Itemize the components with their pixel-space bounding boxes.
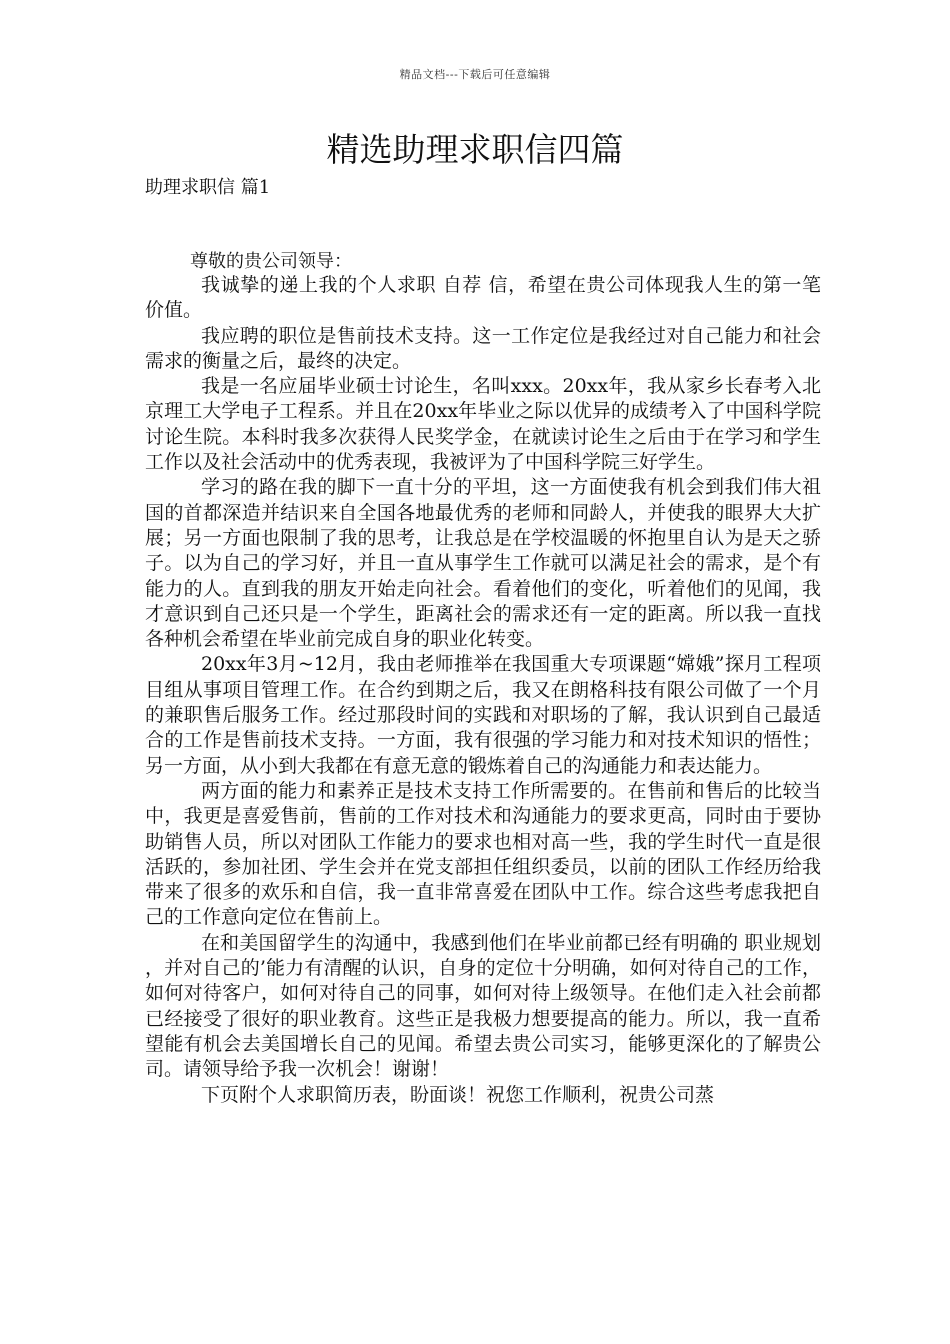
paragraph: 两方面的能力和素养正是技术支持工作所需要的。在售前和售后的比较当中，我更是喜爱售前，售前的工作对技术和沟通能力的要求更高，同时由于要协助销售人员，所以对团队工作能力的要求也相对高一些，我的学生时代一直是很活跃的，参加社团、学生会并在党支部担任组织委员，以前的团队工作经历给我带来了很多的欢乐和自信，我一直非常喜爱在团队中工作。综合这些考虑我把自己的工作意向定位在售前上。 (145, 779, 821, 929)
paragraph: 在和美国留学生的沟通中，我感到他们在毕业前都已经有明确的 职业规划 ，并对自己的’能力有清醒的认识，自身的定位十分明确，如何对待自己的工作，如何对待客户，如何对待自己的同事，如何对待上级领导。在他们走入社会前都已经接受了很好的职业教育。这些正是我极力想要提高的能力。所以，我一直希望能有机会去美国增长自己的见闻。希望去贵公司实习，能够更深化的了解贵公司。请领导给予我一次机会！谢谢！ (145, 931, 821, 1081)
paragraph: 我是一名应届毕业硕士讨论生，名叫xxx。20xx年，我从家乡长春考入北京理工大学电子工程系。并且在20xx年毕业之际以优异的成绩考入了中国科学院讨论生院。本科时我多次获得人民奖学金，在就读讨论生之后由于在学习和学生工作以及社会活动中的优秀表现，我被评为了中国科学院三好学生。 (145, 375, 821, 474)
paragraph: 下页附个人求职简历表，盼面谈！祝您工作顺利，祝贵公司蒸 (201, 1083, 715, 1106)
paragraph: 我应聘的职位是售前技术支持。这一工作定位是我经过对自己能力和社会需求的衡量之后，最终的决定。 (145, 324, 821, 372)
header-note: 精品文档---下载后可任意编辑 (399, 68, 551, 81)
salutation: 尊敬的贵公司领导： (190, 251, 352, 272)
paragraph: 20xx年3月~12月，我由老师推举在我国重大专项课题“嫦娥”探月工程项目组从事项目管理工作。在合约到期之后，我又在朗格科技有限公司做了一个月的兼职售后服务工作。经过那段时间的实践和对职场的了解，我认识到自己最适合的工作是售前技术支持。一方面，我有很强的学习能力和对技术知识的悟性；另一方面，从小到大我都在有意无意的锻炼着自己的沟通能力和表达能力。 (145, 653, 821, 777)
letter-body (145, 273, 821, 1108)
paragraph: 我诚挚的递上我的个人求职 自荐 信，希望在贵公司体现我人生的第一笔价值。 (145, 274, 821, 322)
document-title: 精选助理求职信四篇 (326, 130, 624, 169)
paragraph: 学习的路在我的脚下一直十分的平坦，这一方面使我有机会到我们伟大祖国的首都深造并结识来自全国各地最优秀的老师和同龄人，并使我的眼界大大扩展；另一方面也限制了我的思考，让我总是在学校温暖的怀抱里自认为是天之骄子。以为自己的学习好，并且一直从事学生工作就可以满足社会的需求，是个有能力的人。直到我的朋友开始走向社会。看着他们的变化，听着他们的见闻，我才意识到自己还只是一个学生，距离社会的需求还有一定的距离。所以我一直找各种机会希望在毕业前完成自身的职业化转变。 (145, 476, 821, 651)
section-subtitle: 助理求职信 篇1 (145, 177, 271, 198)
